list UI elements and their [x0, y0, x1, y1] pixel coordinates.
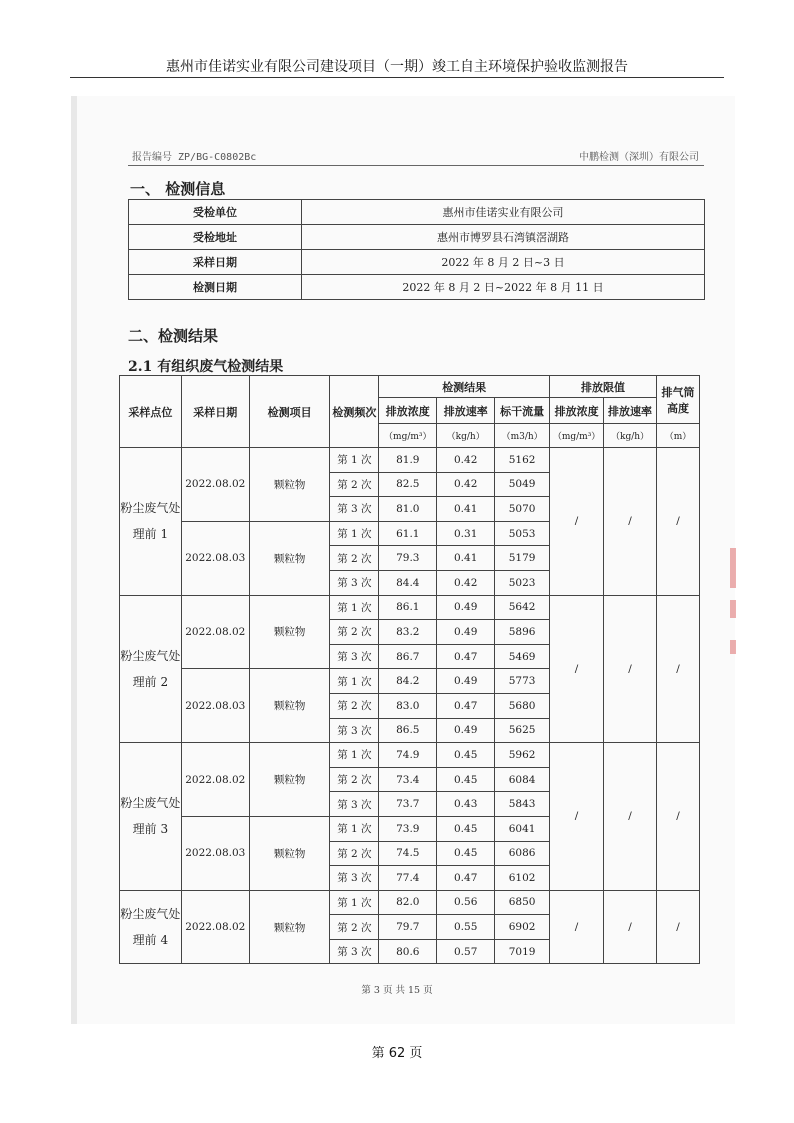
test-item: 颗粒物	[249, 521, 330, 595]
emission-conc: 79.3	[379, 546, 437, 571]
dry-flow: 6102	[495, 866, 550, 891]
emission-rate: 0.49	[437, 718, 495, 743]
frequency: 第 2 次	[330, 546, 379, 571]
table-row	[120, 595, 700, 620]
emission-rate: 0.45	[437, 743, 495, 768]
emission-conc: 86.5	[379, 718, 437, 743]
running-header: 惠州市佳诺实业有限公司建设项目（一期）竣工自主环境保护验收监测报告	[166, 59, 628, 75]
emission-rate: 0.41	[437, 546, 495, 571]
frequency: 第 2 次	[330, 915, 379, 940]
dry-flow: 5680	[495, 693, 550, 718]
dry-flow: 7019	[495, 939, 550, 964]
seal-edge-mark	[730, 600, 736, 618]
frequency: 第 2 次	[330, 767, 379, 792]
emission-rate: 0.45	[437, 767, 495, 792]
emission-rate: 0.57	[437, 939, 495, 964]
info-table	[128, 199, 705, 300]
dry-flow: 5642	[495, 595, 550, 620]
unit-limit-conc: （mg/m³）	[550, 424, 604, 448]
sampling-date: 2022.08.02	[181, 595, 249, 669]
dry-flow: 5070	[495, 497, 550, 522]
dry-flow: 6086	[495, 841, 550, 866]
test-item: 颗粒物	[249, 890, 330, 964]
col-limit-conc: 排放浓度	[550, 398, 604, 424]
dry-flow: 5896	[495, 620, 550, 645]
test-item: 颗粒物	[249, 669, 330, 743]
sampling-point: 粉尘废气处理前 4	[120, 890, 182, 964]
col-item: 检测项目	[249, 376, 330, 448]
emission-conc: 80.6	[379, 939, 437, 964]
col-rate: 排放速率	[437, 398, 495, 424]
dry-flow: 6902	[495, 915, 550, 940]
unit-conc: （mg/m³）	[379, 424, 437, 448]
limit-conc: /	[550, 448, 604, 596]
results-table	[119, 375, 700, 964]
emission-rate: 0.47	[437, 693, 495, 718]
limit-rate: /	[604, 448, 657, 596]
emission-conc: 73.9	[379, 816, 437, 841]
limit-rate: /	[604, 890, 657, 964]
dry-flow: 5162	[495, 448, 550, 473]
col-point: 采样点位	[120, 376, 182, 448]
emission-rate: 0.43	[437, 792, 495, 817]
frequency: 第 3 次	[330, 718, 379, 743]
emission-conc: 86.7	[379, 644, 437, 669]
emission-rate: 0.42	[437, 472, 495, 497]
col-conc: 排放浓度	[379, 398, 437, 424]
emission-rate: 0.49	[437, 669, 495, 694]
emission-conc: 83.0	[379, 693, 437, 718]
frequency: 第 1 次	[330, 890, 379, 915]
frequency: 第 3 次	[330, 866, 379, 891]
sampling-date: 2022.08.02	[181, 743, 249, 817]
frequency: 第 3 次	[330, 497, 379, 522]
table-row	[120, 448, 700, 473]
section-title-results: 二、检测结果	[128, 327, 219, 345]
unit-limit-rate: （kg/h）	[604, 424, 657, 448]
subsection-title: 2.1 有组织废气检测结果	[128, 359, 284, 375]
emission-conc: 74.9	[379, 743, 437, 768]
unit-flow: （m3/h）	[495, 424, 550, 448]
scan-header-rule	[128, 165, 704, 166]
frequency: 第 2 次	[330, 693, 379, 718]
frequency: 第 1 次	[330, 669, 379, 694]
unit-height: （m）	[657, 424, 700, 448]
limit-conc: /	[550, 743, 604, 891]
info-row	[129, 250, 705, 275]
sampling-point: 粉尘废气处理前 2	[120, 595, 182, 743]
emission-rate: 0.55	[437, 915, 495, 940]
emission-rate: 0.47	[437, 644, 495, 669]
emission-rate: 0.41	[437, 497, 495, 522]
col-flow: 标干流量	[495, 398, 550, 424]
emission-conc: 61.1	[379, 521, 437, 546]
dry-flow: 5023	[495, 570, 550, 595]
test-item: 颗粒物	[249, 816, 330, 890]
seal-edge-mark	[730, 548, 736, 588]
dry-flow: 6084	[495, 767, 550, 792]
frequency: 第 2 次	[330, 841, 379, 866]
table-row	[120, 890, 700, 915]
sampling-date: 2022.08.02	[181, 890, 249, 964]
stack-height: /	[657, 743, 700, 891]
seal-edge-mark	[730, 640, 736, 654]
sampling-point: 粉尘废气处理前 1	[120, 448, 182, 596]
emission-rate: 0.31	[437, 521, 495, 546]
frequency: 第 3 次	[330, 792, 379, 817]
emission-conc: 82.5	[379, 472, 437, 497]
emission-conc: 84.2	[379, 669, 437, 694]
col-height: 排气筒高度	[657, 376, 700, 424]
frequency: 第 1 次	[330, 743, 379, 768]
company-name: 中鹏检测（深圳）有限公司	[579, 152, 699, 163]
dry-flow: 5179	[495, 546, 550, 571]
sampling-date: 2022.08.02	[181, 448, 249, 522]
test-item: 颗粒物	[249, 448, 330, 522]
sampling-date: 2022.08.03	[181, 669, 249, 743]
header-rule	[70, 77, 724, 78]
scan-edge-shadow	[71, 96, 77, 1024]
emission-rate: 0.42	[437, 570, 495, 595]
dry-flow: 6850	[495, 890, 550, 915]
col-date: 采样日期	[181, 376, 249, 448]
frequency: 第 3 次	[330, 644, 379, 669]
stack-height: /	[657, 890, 700, 964]
info-value: 2022 年 8 月 2 日~3 日	[302, 250, 705, 275]
info-value: 惠州市博罗县石湾镇滘湖路	[302, 225, 705, 250]
sampling-date: 2022.08.03	[181, 816, 249, 890]
info-row	[129, 275, 705, 300]
emission-conc: 74.5	[379, 841, 437, 866]
emission-conc: 82.0	[379, 890, 437, 915]
col-freq: 检测频次	[330, 376, 379, 448]
page-number: 第 62 页	[371, 1046, 423, 1061]
unit-rate: （kg/h）	[437, 424, 495, 448]
emission-rate: 0.42	[437, 448, 495, 473]
info-value: 2022 年 8 月 2 日~2022 年 8 月 11 日	[302, 275, 705, 300]
sampling-date: 2022.08.03	[181, 521, 249, 595]
report-number: 报告编号 ZP/BG-C0802Bc	[132, 152, 257, 163]
emission-conc: 73.4	[379, 767, 437, 792]
info-key: 受检单位	[129, 200, 302, 225]
frequency: 第 1 次	[330, 595, 379, 620]
emission-conc: 81.9	[379, 448, 437, 473]
dry-flow: 5053	[495, 521, 550, 546]
frequency: 第 1 次	[330, 521, 379, 546]
frequency: 第 3 次	[330, 939, 379, 964]
emission-rate: 0.47	[437, 866, 495, 891]
emission-conc: 79.7	[379, 915, 437, 940]
frequency: 第 2 次	[330, 472, 379, 497]
dry-flow: 5049	[495, 472, 550, 497]
frequency: 第 1 次	[330, 816, 379, 841]
test-item: 颗粒物	[249, 595, 330, 669]
emission-rate: 0.49	[437, 595, 495, 620]
info-row	[129, 225, 705, 250]
info-row	[129, 200, 705, 225]
emission-conc: 77.4	[379, 866, 437, 891]
section-title-info: 一、 检测信息	[130, 180, 226, 198]
dry-flow: 6041	[495, 816, 550, 841]
emission-rate: 0.56	[437, 890, 495, 915]
limit-conc: /	[550, 890, 604, 964]
emission-rate: 0.45	[437, 841, 495, 866]
col-results: 检测结果	[379, 376, 550, 398]
limit-rate: /	[604, 743, 657, 891]
dry-flow: 5843	[495, 792, 550, 817]
col-limits: 排放限值	[550, 376, 657, 398]
table-row	[120, 743, 700, 768]
emission-conc: 73.7	[379, 792, 437, 817]
limit-rate: /	[604, 595, 657, 743]
info-key: 受检地址	[129, 225, 302, 250]
emission-conc: 81.0	[379, 497, 437, 522]
info-key: 采样日期	[129, 250, 302, 275]
info-value: 惠州市佳诺实业有限公司	[302, 200, 705, 225]
emission-rate: 0.45	[437, 816, 495, 841]
emission-conc: 86.1	[379, 595, 437, 620]
frequency: 第 2 次	[330, 620, 379, 645]
emission-rate: 0.49	[437, 620, 495, 645]
inner-page-number: 第 3 页 共 15 页	[361, 985, 433, 996]
emission-conc: 84.4	[379, 570, 437, 595]
dry-flow: 5625	[495, 718, 550, 743]
sampling-point: 粉尘废气处理前 3	[120, 743, 182, 891]
col-limit-rate: 排放速率	[604, 398, 657, 424]
frequency: 第 1 次	[330, 448, 379, 473]
info-key: 检测日期	[129, 275, 302, 300]
frequency: 第 3 次	[330, 570, 379, 595]
dry-flow: 5469	[495, 644, 550, 669]
test-item: 颗粒物	[249, 743, 330, 817]
emission-conc: 83.2	[379, 620, 437, 645]
stack-height: /	[657, 595, 700, 743]
dry-flow: 5773	[495, 669, 550, 694]
dry-flow: 5962	[495, 743, 550, 768]
stack-height: /	[657, 448, 700, 596]
limit-conc: /	[550, 595, 604, 743]
